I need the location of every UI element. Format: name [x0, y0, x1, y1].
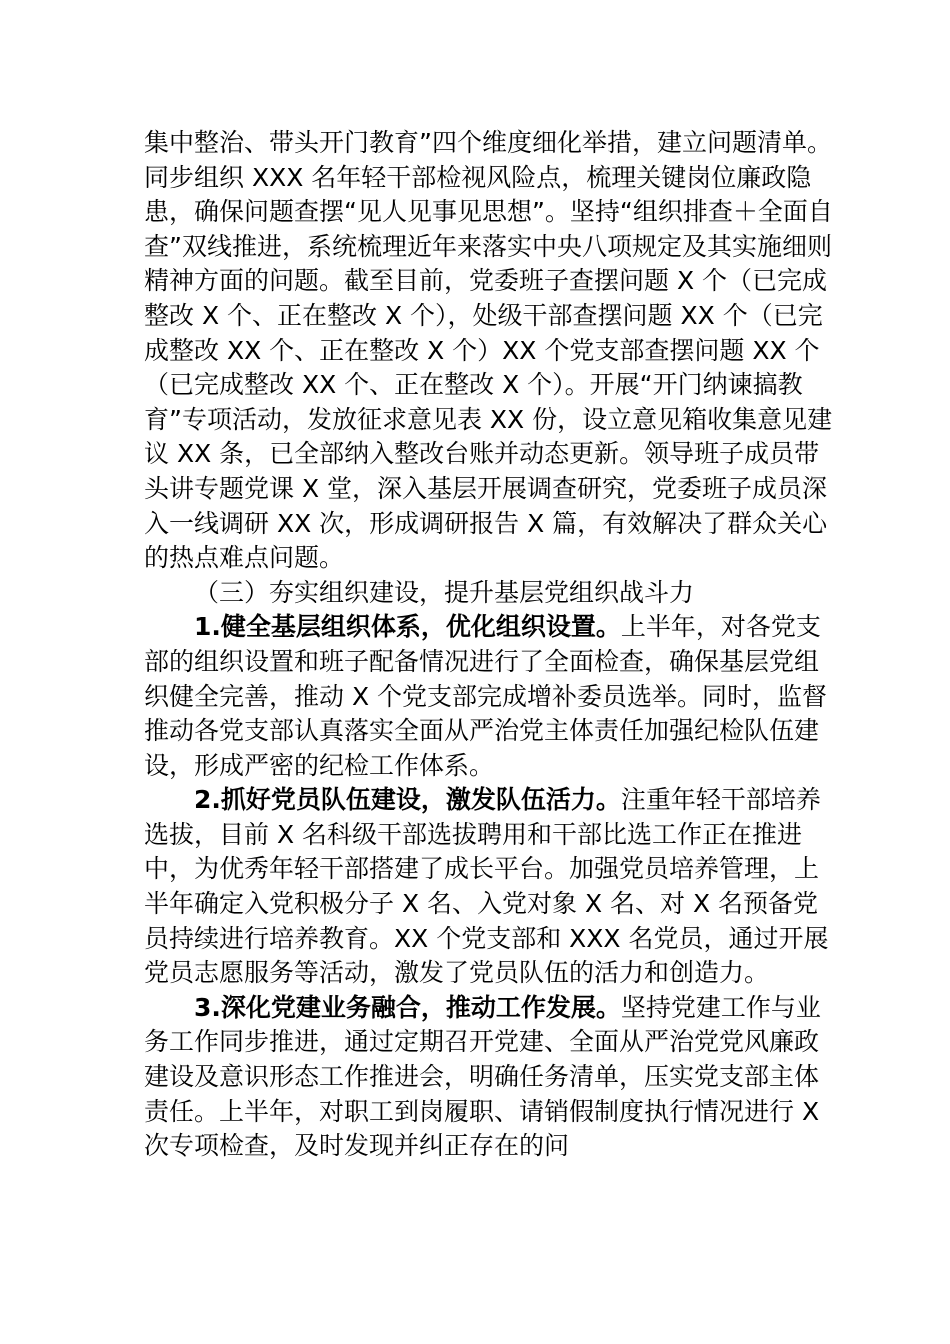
paragraph-lead: 1.健全基层组织体系，优化组织设置。 [194, 612, 621, 642]
paragraph-lead: 3.深化党建业务融合，推动工作发展。 [194, 992, 621, 1022]
document-page [144, 126, 834, 1164]
paragraph-text: 上半年，对各党支部的组织设置和班子配备情况进行了全面检查，确保基层党组织健全完善，推动 X 个党支部完成增补委员选举。同时，监督推动各党支部认真落实全面从严治党主体责任加强纪检队伍建设，形成严密的纪检工作体系。 [144, 612, 828, 780]
body-paragraph [144, 610, 834, 783]
paragraph-text: 注重年轻干部培养选拔，目前 X 名科级干部选拔聘用和干部比选工作正在推进中，为优秀年轻干部搭建了成长平台。加强党员培养管理，上半年确定入党积极分子 X 名、入党对象 X 名、对 X 名预备党员持续进行培养教育。XX 个党支部和 XXX 名党员，通过开展党员志愿服务等活动，激发了党员队伍的活力和创造力。 [144, 785, 829, 988]
paragraph-lead: 2.抓好党员队伍建设，激发队伍活力。 [194, 785, 621, 815]
body-paragraph [144, 991, 834, 1164]
section-heading: （三）夯实组织建设，提升基层党组织战斗力 [194, 577, 695, 607]
body-paragraph [144, 783, 834, 991]
body-paragraph: 集中整治、带头开门教育”四个维度细化举措，建立问题清单。同步组织 XXX 名年轻干部检视风险点，梳理关键岗位廉政隐患，确保问题查摆“见人见事见思想”。坚持“组织排查＋全面自查”双线推进，系统梳理近年来落实中央八项规定及其实施细则精神方面的问题。截至目前，党委班子查摆问题 X 个（已完成整改 X 个、正在整改 X 个），处级干部查摆问题 XX 个（已完成整改 XX 个、正在整改 X 个）XX 个党支部查摆问题 XX 个（已完成整改 XX 个、正在整改 X 个）。开展“开门纳谏搞教育”专项活动，发放征求意见表 XX 份，设立意见箱收集意见建议 XX 条，已全部纳入整改台账并动态更新。领导班子成员带头讲专题党课 X 堂，深入基层开展调查研究，党委班子成员深入一线调研 XX 次，形成调研报告 X 篇，有效解决了群众关心的热点难点问题。 [144, 128, 833, 573]
paragraph-text: 坚持党建工作与业务工作同步推进，通过定期召开党建、全面从严治党党风廉政建设及意识形态工作推进会，明确任务清单，压实党支部主体责任。上半年，对职工到岗履职、请销假制度执行情况进行 X 次专项检查，及时发现并纠正存在的问 [144, 992, 821, 1161]
